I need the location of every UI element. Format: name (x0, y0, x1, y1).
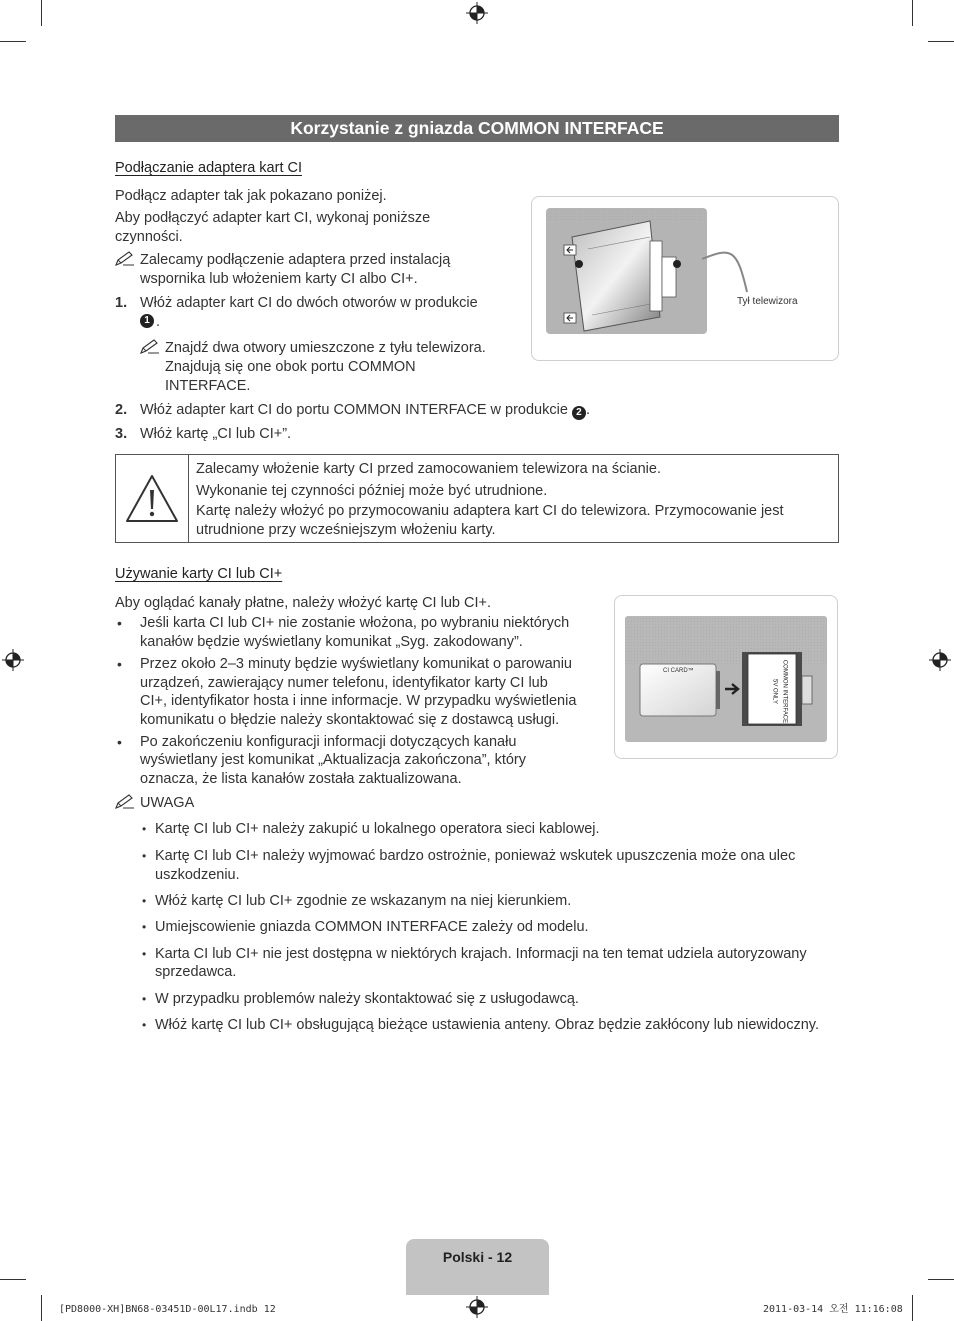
registration-mark-icon (466, 2, 488, 24)
step-text-part: w produkcie (490, 402, 568, 418)
bullet-mark: • (142, 992, 147, 1006)
figure-ci-card (614, 595, 838, 759)
bullet-text: komunikatu o błędzie należy skontaktować się z dostawcą usługi. (140, 712, 560, 728)
bullet-text: kanałów będzie wyświetlany komunikat „Syg. zakodowany”. (140, 634, 523, 650)
note-item: Włóż kartę CI lub CI+ obsługującą bieżące ustawienia anteny. Obraz będzie zakłócony lub niewidoczny. (155, 1017, 819, 1033)
port-name: COMMON INTERFACE (333, 402, 487, 418)
note-item-part: zależy od modelu. (471, 919, 589, 935)
footer-file: [PD8000-XH]BN68-03451D-00L17.indb 12 (59, 1304, 276, 1315)
step-badge-2: 2 (572, 406, 586, 420)
crop-mark (41, 0, 42, 26)
subheading-ci-adapter: Podłączanie adaptera kart CI (115, 160, 302, 176)
bullet-text: oznacza, że lista kanałów została zaktualizowana. (140, 771, 462, 787)
bullet-mark: • (142, 849, 147, 863)
page-number-tab: Polski - 12 (406, 1239, 549, 1295)
intro-text: czynności. (115, 229, 183, 245)
intro-text: Podłącz adapter tak jak pokazano poniżej. (115, 188, 387, 204)
bullet-mark: • (142, 822, 147, 836)
warning-triangle-icon (124, 473, 180, 525)
warning-text: Wykonanie tej czynności później może być utrudnione. (196, 483, 548, 499)
crop-mark (928, 41, 954, 42)
intro-text: Aby podłączyć adapter kart CI, wykonaj poniższe (115, 210, 431, 226)
registration-mark-icon (2, 649, 24, 671)
subheading-ci-card: Używanie karty CI lub CI+ (115, 566, 283, 582)
registration-mark-icon (466, 1296, 488, 1318)
note-item (155, 918, 589, 937)
note-label: UWAGA (140, 795, 195, 811)
step-number: 3. (115, 426, 128, 442)
figure-ci-adapter (531, 196, 839, 361)
card-label: CI CARD™ (663, 668, 694, 674)
warning-box (115, 454, 839, 543)
note-item: sprzedawca. (155, 964, 237, 980)
bullet-mark: • (117, 615, 122, 631)
note-item: W przypadku problemów należy skontaktować się z usługodawcą. (155, 991, 579, 1007)
bullet-text: urządzeń, zawierający numer telefonu, identyfikator karty CI lub (140, 675, 548, 691)
note-text: wspornika lub włożeniem karty CI albo CI+. (140, 271, 418, 287)
bullet-text: wyświetlany jest komunikat „Aktualizacja zakończona”, który (140, 752, 527, 768)
bullet-mark: • (117, 656, 122, 672)
note-item: Karta CI lub CI+ nie jest dostępna w niektórych krajach. Informacji na ten temat udziela autoryzowany (155, 946, 807, 962)
crop-mark (41, 1295, 42, 1321)
step-badge-1: 1 (140, 314, 154, 328)
bullet-mark: • (117, 734, 122, 750)
bullet-text: Po zakończeniu konfiguracji informacji dotyczących kanału (140, 734, 517, 750)
note-text (165, 358, 416, 377)
bullet-mark: • (142, 1018, 147, 1032)
slot-label: 5V ONLY (771, 679, 778, 704)
bullet-mark: • (142, 920, 147, 934)
footer-date: 2011-03-14 오전 11:16:08 (763, 1304, 903, 1315)
note-pencil-icon (115, 251, 135, 267)
step-number: 1. (115, 295, 128, 311)
note-pencil-icon (140, 339, 160, 355)
port-name: INTERFACE (165, 378, 247, 394)
step-end-punct: . (156, 314, 161, 330)
bullet-text: Jeśli karta CI lub CI+ nie zostanie włożona, po wybraniu niektórych (140, 615, 570, 631)
figure-label: Tył telewizora (737, 296, 798, 307)
intro-text: Aby oglądać kanały płatne, należy włożyć kartę CI lub CI+. (115, 595, 491, 611)
bullet-mark: • (142, 947, 147, 961)
note-text: Znajdź dwa otwory umieszczone z tyłu telewizora. (165, 340, 486, 356)
crop-mark (912, 0, 913, 26)
warning-text: utrudnione przy wcześniejszym włożeniu karty. (196, 522, 496, 538)
note-item: uszkodzeniu. (155, 867, 240, 883)
note-text-part: Znajdują się one obok portu (165, 359, 344, 375)
note-item: Włóż kartę CI lub CI+ zgodnie ze wskazanym na niej kierunkiem. (155, 893, 572, 909)
ci-card-illustration (615, 596, 837, 758)
step-text (140, 401, 590, 420)
crop-mark (928, 1279, 954, 1280)
warning-text: Kartę należy włożyć po przymocowaniu adaptera kart CI do telewizora. Przymocowanie jest (196, 503, 784, 519)
crop-mark (912, 1295, 913, 1321)
registration-mark-icon (929, 649, 951, 671)
warning-text: Zalecamy włożenie karty CI przed zamocowaniem telewizora na ścianie. (196, 461, 661, 477)
section-title: Korzystanie z gniazda COMMON INTERFACE (115, 115, 839, 142)
step-end-punct: . (585, 402, 590, 418)
note-end-punct: . (246, 378, 251, 394)
note-item: Kartę CI lub CI+ należy zakupić u lokalnego operatora sieci kablowej. (155, 821, 600, 837)
port-name: COMMON (348, 359, 416, 375)
port-name: COMMON INTERFACE (314, 919, 468, 935)
slot-label: COMMON INTERFACE (781, 659, 788, 724)
bullet-text: Przez około 2–3 minuty będzie wyświetlany komunikat o parowaniu (140, 656, 572, 672)
crop-mark (0, 41, 26, 42)
note-item: Kartę CI lub CI+ należy wyjmować bardzo ostrożnie, ponieważ wskutek upuszczenia może ona ulec (155, 848, 796, 864)
note-text (165, 377, 250, 396)
step-text: Włóż adapter kart CI do dwóch otworów w produkcie (140, 295, 478, 311)
crop-mark (0, 1279, 26, 1280)
note-item-part: Umiejscowienie gniazda (155, 919, 311, 935)
step-text: Włóż kartę „CI lub CI+”. (140, 426, 292, 442)
note-text: Zalecamy podłączenie adaptera przed instalacją (140, 252, 451, 268)
step-number: 2. (115, 402, 128, 418)
bullet-text: CI+, identyfikator hosta i inne informacje. W przypadku wyświetlenia (140, 693, 577, 709)
step-text-part: Włóż adapter kart CI do portu (140, 402, 330, 418)
note-pencil-icon (115, 794, 135, 810)
bullet-mark: • (142, 894, 147, 908)
tv-back-illustration (532, 197, 838, 360)
warning-divider (188, 455, 189, 542)
